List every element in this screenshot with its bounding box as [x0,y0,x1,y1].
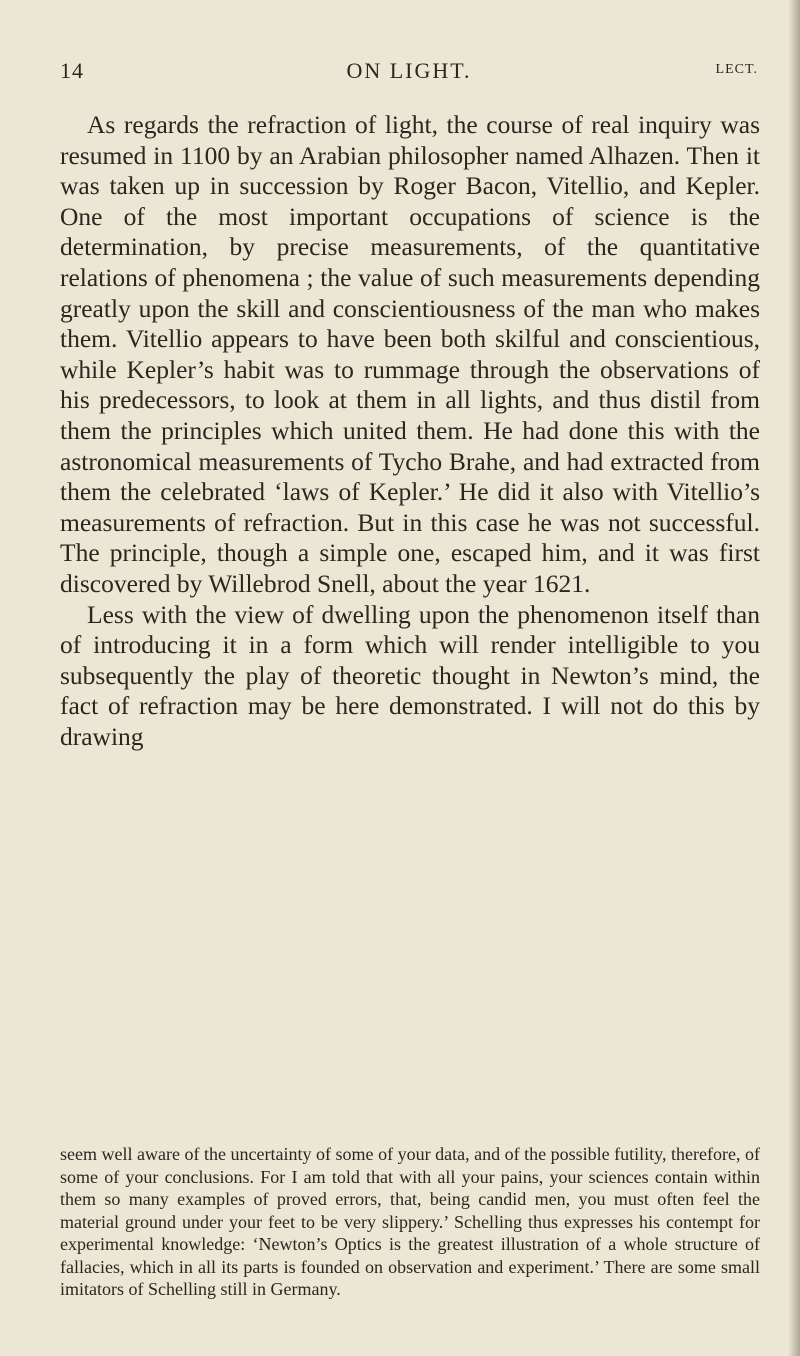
section-mark: LECT. [715,62,758,77]
running-head [60,58,758,88]
footnote: seem well aware of the uncertainty of some of your data, and of the possible futility, therefore, of some of your conclusions. For I am told that with all your pains, your sciences contain within them so many examples of proved errors, that, being candid men, you must often feel the material ground under your feet to be very slippery.’ Schelling thus expresses his contempt for experimental knowledge: ‘Newton’s Optics is the greatest illustration of a whole structure of fallacies, which in all its parts is founded on observation and experiment.’ There are some small imitators of Schelling still in Germany. [60,1144,760,1299]
page-edge-shadow [788,0,800,1356]
paragraph: Less with the view of dwelling upon the phenomenon itself than of introducing it in a form which will render intelligible to you subsequently the play of theoretic thought in Newton’s mind, the fact of refraction may be here demonstrated. I will not do this by drawing [60,599,760,751]
page-number: 14 [60,58,84,83]
paragraph: As regards the refraction of light, the course of real inquiry was resumed in 1100 by an Arabian philosopher named Alhazen. Then it was taken up in succession by Roger Bacon, Vitellio, and Kepler. One of the most important occupations of science is the determination, by precise measurements, of the quantitative relations of phenomena ; the value of such measurements depending greatly upon the skill and conscientiousness of the man who makes them. Vitellio appears to have been both skilful and conscientious, while Kepler’s habit was to rummage through the observations of his predecessors, to look at them in all lights, and thus distil from them the principles which united them. He had done this with the astronomical measurements of Tycho Brahe, and had extracted from them the celebrated ‘laws of Kepler.’ He did it also with Vitellio’s measurements of refraction. But in this case he was not successful. The principle, though a simple one, escaped him, and it was first discovered by Willebrod Snell, about the year 1621. [60,110,760,598]
page-title: ON LIGHT. [346,58,472,83]
body-text [60,110,760,752]
